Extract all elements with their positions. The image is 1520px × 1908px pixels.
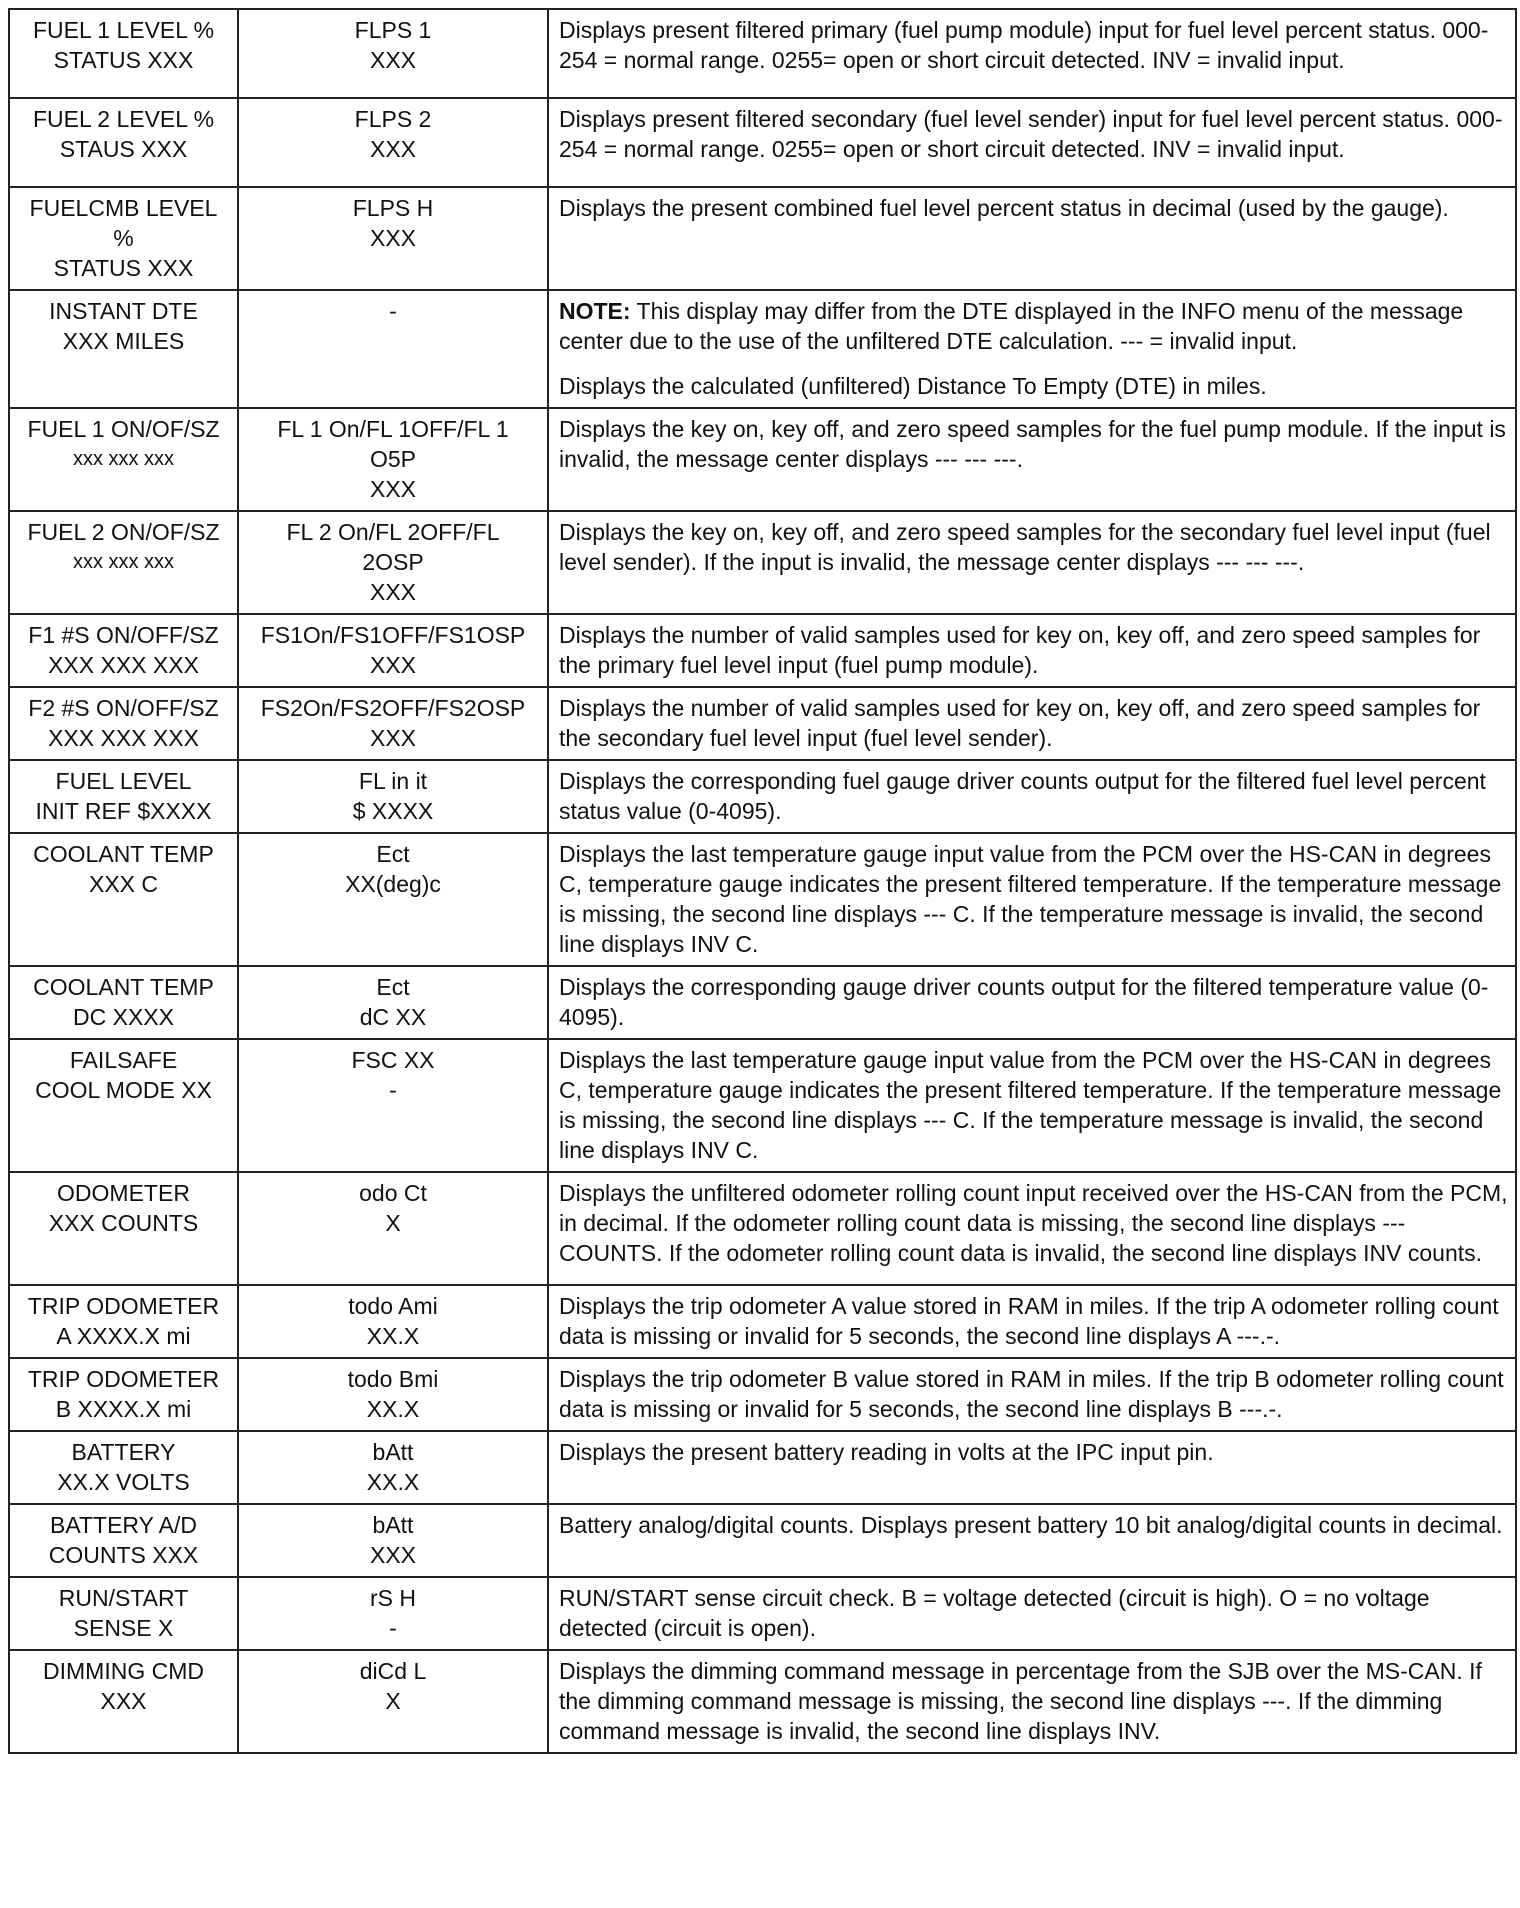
description-text: Displays the dimming command message in percentage from the SJB over the MS-CAN. If the dimming command message is missing, the second line displays ---. If the dimming command message is invalid, the second line displays INV. <box>559 1658 1482 1744</box>
display-text-cell <box>9 614 238 687</box>
display-text-cell <box>9 290 238 408</box>
display-text-line: A XXXX.X mi <box>56 1323 191 1349</box>
display-text-line: COUNTS XXX <box>48 1542 199 1568</box>
display-text-cell <box>9 98 238 187</box>
description-text: Displays the last temperature gauge input value from the PCM over the HS-CAN in degrees C, temperature gauge indicates the present filtered temperature. If the temperature message is missing, the second line displays --- C. If the temperature message is invalid, the second line displays INV C. <box>559 841 1502 957</box>
display-code-cell <box>238 290 548 408</box>
display-text-line: B XXXX.X mi <box>55 1396 192 1422</box>
table-row <box>9 290 1516 408</box>
display-text-line: FUEL 2 ON/OF/SZ <box>27 519 220 545</box>
display-code-line: FL 1 On/FL 1OFF/FL 1 <box>277 416 509 442</box>
description-cell <box>548 760 1516 833</box>
description-text: Displays present filtered primary (fuel pump module) input for fuel level percent status. 000-254 = normal range. 0255= open or short circuit detected. INV = invalid input. <box>559 17 1489 73</box>
display-text-cell <box>9 687 238 760</box>
table-row <box>9 614 1516 687</box>
table-row <box>9 1650 1516 1753</box>
description-text: Displays the trip odometer B value stored in RAM in miles. If the trip B odometer rolling count data is missing or invalid for 5 seconds, the second line displays B ---.-. <box>559 1366 1504 1422</box>
description-cell <box>548 833 1516 966</box>
display-code-line: FS1On/FS1OFF/FS1OSP <box>260 622 526 648</box>
display-code-line: FSC XX <box>351 1047 435 1073</box>
table-row <box>9 9 1516 98</box>
display-code-cell <box>238 833 548 966</box>
table-row <box>9 833 1516 966</box>
display-text-line: F2 #S ON/OFF/SZ <box>28 695 219 721</box>
table-row <box>9 1285 1516 1358</box>
description-text: Displays the key on, key off, and zero speed samples for the fuel pump module. If the input is invalid, the message center displays --- --- ---. <box>559 416 1506 472</box>
display-text-line: COOLANT TEMP <box>33 974 214 1000</box>
display-code-line: FLPS 1 <box>354 17 432 43</box>
display-text-line: INSTANT DTE <box>49 298 198 324</box>
table-row <box>9 760 1516 833</box>
display-text-cell <box>9 760 238 833</box>
display-code-cell <box>238 1431 548 1504</box>
display-code-line: X <box>385 1688 401 1714</box>
display-code-line: bAtt <box>372 1512 414 1538</box>
display-code-line: FL 2 On/FL 2OFF/FL <box>286 519 500 545</box>
description-cell <box>548 614 1516 687</box>
display-code-line: - <box>389 298 397 324</box>
display-code-line: rS H <box>370 1585 416 1611</box>
display-text-cell <box>9 511 238 614</box>
display-text-line: XXX XXX XXX <box>48 652 199 678</box>
description-text: Displays the present combined fuel level percent status in decimal (used by the gauge). <box>559 195 1449 221</box>
table-body <box>9 9 1516 1753</box>
display-text-line: XXX C <box>88 871 159 897</box>
display-code-line: $ XXXX <box>352 798 434 824</box>
display-code-cell <box>238 687 548 760</box>
description-text: Displays the corresponding fuel gauge driver counts output for the filtered fuel level percent status value (0-4095). <box>559 768 1486 824</box>
display-text-line: RUN/START <box>58 1585 189 1611</box>
display-text-line: FUEL 1 LEVEL % <box>32 17 215 43</box>
description-cell <box>548 408 1516 511</box>
display-code-cell <box>238 1172 548 1285</box>
display-text-cell <box>9 1650 238 1753</box>
table-row <box>9 1172 1516 1285</box>
display-code-line: FLPS H <box>352 195 434 221</box>
table-row <box>9 1358 1516 1431</box>
display-code-line: odo Ct <box>359 1180 427 1206</box>
description-text: Displays the number of valid samples used for key on, key off, and zero speed samples for the secondary fuel level input (fuel level sender). <box>559 695 1481 751</box>
display-text-line: xxx xxx xxx <box>72 448 175 470</box>
display-text-line: BATTERY A/D <box>50 1512 197 1538</box>
description-text: Displays the trip odometer A value stored in RAM in miles. If the trip A odometer rolling count data is missing or invalid for 5 seconds, the second line displays A ---.-. <box>559 1293 1499 1349</box>
note-text: This display may differ from the DTE displayed in the INFO menu of the message center due to the use of the unfiltered DTE calculation. --- = invalid input. <box>559 298 1464 354</box>
display-code-cell <box>238 1577 548 1650</box>
display-code-cell <box>238 1285 548 1358</box>
display-text-line: % <box>113 225 134 251</box>
table-row <box>9 1577 1516 1650</box>
display-text-line: STATUS XXX <box>53 255 194 281</box>
table-row <box>9 408 1516 511</box>
display-code-line: XXX <box>369 136 417 162</box>
display-code-cell <box>238 9 548 98</box>
description-text: Displays the unfiltered odometer rolling count input received over the HS-CAN from the PCM, in decimal. If the odometer rolling count data is missing, the second line displays --- COUNTS. If the odometer rolling count data is invalid, the second line displays INV counts. <box>559 1180 1508 1266</box>
display-text-line: SENSE X <box>73 1615 174 1641</box>
display-text-cell <box>9 1285 238 1358</box>
display-text-line: STATUS XXX <box>53 47 194 73</box>
display-code-line: - <box>389 1615 397 1641</box>
display-code-line: XX.X <box>366 1396 420 1422</box>
display-code-line: XX.X <box>366 1323 420 1349</box>
display-text-line: XXX <box>100 1688 147 1714</box>
display-text-line: FUEL LEVEL <box>55 768 192 794</box>
display-code-cell <box>238 760 548 833</box>
description-cell <box>548 1172 1516 1285</box>
display-text-cell <box>9 1431 238 1504</box>
display-code-cell <box>238 511 548 614</box>
description-text: Battery analog/digital counts. Displays present battery 10 bit analog/digital counts in decimal. <box>559 1512 1503 1538</box>
description-text: Displays the last temperature gauge input value from the PCM over the HS-CAN in degrees C, temperature gauge indicates the present filtered temperature. If the temperature message is missing, the second line displays --- C. If the temperature message is invalid, the second line displays INV C. <box>559 1047 1502 1163</box>
display-text-line: STAUS XXX <box>59 136 188 162</box>
display-text-line: FUEL 1 ON/OF/SZ <box>27 416 220 442</box>
display-text-cell <box>9 966 238 1039</box>
description-cell <box>548 511 1516 614</box>
description-text: Displays the present battery reading in volts at the IPC input pin. <box>559 1439 1214 1465</box>
description-cell <box>548 1504 1516 1577</box>
display-code-line: todo Ami <box>348 1293 438 1319</box>
description-cell <box>548 98 1516 187</box>
display-text-line: ODOMETER <box>57 1180 190 1206</box>
table-row <box>9 187 1516 290</box>
display-code-line: XXX <box>369 725 417 751</box>
table-row <box>9 98 1516 187</box>
description-text: Displays the corresponding gauge driver counts output for the filtered temperature value (0-4095). <box>559 974 1489 1030</box>
display-code-line: 2OSP <box>362 549 424 575</box>
display-code-cell <box>238 1358 548 1431</box>
description-text: Displays the calculated (unfiltered) Distance To Empty (DTE) in miles. <box>559 373 1267 399</box>
display-code-line: XXX <box>369 652 417 678</box>
description-text: Displays the key on, key off, and zero speed samples for the secondary fuel level input (fuel level sender). If the input is invalid, the message center displays --- --- ---. <box>559 519 1491 575</box>
display-text-cell <box>9 187 238 290</box>
display-code-cell <box>238 966 548 1039</box>
display-code-line: XX(deg)c <box>345 871 441 897</box>
display-text-cell <box>9 1172 238 1285</box>
display-text-cell <box>9 1577 238 1650</box>
display-text-cell <box>9 1504 238 1577</box>
display-code-line: XXX <box>369 225 417 251</box>
ipc-display-table <box>8 8 1517 1754</box>
display-text-line: INIT REF $XXXX <box>35 798 212 824</box>
description-text: RUN/START sense circuit check. B = voltage detected (circuit is high). O = no voltage detected (circuit is open). <box>559 1585 1430 1641</box>
display-text-line: FAILSAFE <box>69 1047 178 1073</box>
display-code-line: - <box>389 1077 397 1103</box>
display-text-line: TRIP ODOMETER <box>27 1366 220 1392</box>
table-row <box>9 1504 1516 1577</box>
description-cell <box>548 966 1516 1039</box>
display-code-cell <box>238 1504 548 1577</box>
display-code-line: XXX <box>369 579 417 605</box>
display-code-line: X <box>385 1210 401 1236</box>
note-label: NOTE: <box>559 298 631 324</box>
display-code-line: FLPS 2 <box>354 106 432 132</box>
display-code-line: dC XX <box>359 1004 427 1030</box>
display-text-line: xxx xxx xxx <box>72 551 175 573</box>
display-text-line: FUELCMB LEVEL <box>29 195 218 221</box>
description-cell <box>548 9 1516 98</box>
display-text-line: XXX COUNTS <box>48 1210 199 1236</box>
table-row <box>9 511 1516 614</box>
document-page <box>8 8 1515 1754</box>
display-code-line: XXX <box>369 47 417 73</box>
description-cell <box>548 290 1516 408</box>
display-code-line: XXX <box>369 1542 417 1568</box>
display-code-cell <box>238 1650 548 1753</box>
display-text-line: XXX MILES <box>62 328 185 354</box>
display-text-line: XXX XXX XXX <box>48 725 199 751</box>
description-text: Displays present filtered secondary (fuel level sender) input for fuel level percent status. 000-254 = normal range. 0255= open or short circuit detected. INV = invalid input. <box>559 106 1503 162</box>
display-text-cell <box>9 9 238 98</box>
display-code-line: Ect <box>376 841 410 867</box>
display-text-line: DC XXXX <box>73 1004 174 1030</box>
description-cell <box>548 1358 1516 1431</box>
display-text-line: FUEL 2 LEVEL % <box>32 106 215 132</box>
display-code-cell <box>238 1039 548 1172</box>
display-text-cell <box>9 1039 238 1172</box>
description-cell <box>548 1577 1516 1650</box>
display-text-line: COOLANT TEMP <box>33 841 214 867</box>
description-cell <box>548 687 1516 760</box>
description-cell <box>548 1650 1516 1753</box>
description-cell <box>548 187 1516 290</box>
display-code-line: XX.X <box>366 1469 420 1495</box>
note-paragraph <box>559 296 1511 356</box>
display-text-line: COOL MODE XX <box>35 1077 212 1103</box>
table-row <box>9 966 1516 1039</box>
table-row <box>9 1431 1516 1504</box>
display-code-cell <box>238 408 548 511</box>
display-text-cell <box>9 408 238 511</box>
display-text-cell <box>9 1358 238 1431</box>
display-code-line: XXX <box>369 476 417 502</box>
display-text-line: TRIP ODOMETER <box>27 1293 220 1319</box>
display-text-line: F1 #S ON/OFF/SZ <box>28 622 219 648</box>
display-code-line: FS2On/FS2OFF/FS2OSP <box>260 695 526 721</box>
display-code-line: O5P <box>369 446 417 472</box>
table-row <box>9 1039 1516 1172</box>
display-text-line: DIMMING CMD <box>43 1658 204 1684</box>
display-text-line: BATTERY <box>71 1439 176 1465</box>
display-code-line: Ect <box>376 974 410 1000</box>
description-cell <box>548 1431 1516 1504</box>
display-code-line: todo Bmi <box>347 1366 439 1392</box>
description-cell <box>548 1039 1516 1172</box>
display-code-line: diCd L <box>359 1658 427 1684</box>
display-code-cell <box>238 614 548 687</box>
description-text: Displays the number of valid samples used for key on, key off, and zero speed samples for the primary fuel level input (fuel pump module). <box>559 622 1481 678</box>
display-text-line: XX.X VOLTS <box>57 1469 190 1495</box>
display-text-cell <box>9 833 238 966</box>
display-code-cell <box>238 98 548 187</box>
table-row <box>9 687 1516 760</box>
display-code-cell <box>238 187 548 290</box>
display-code-line: bAtt <box>372 1439 414 1465</box>
display-code-line: FL in it <box>358 768 428 794</box>
description-cell <box>548 1285 1516 1358</box>
